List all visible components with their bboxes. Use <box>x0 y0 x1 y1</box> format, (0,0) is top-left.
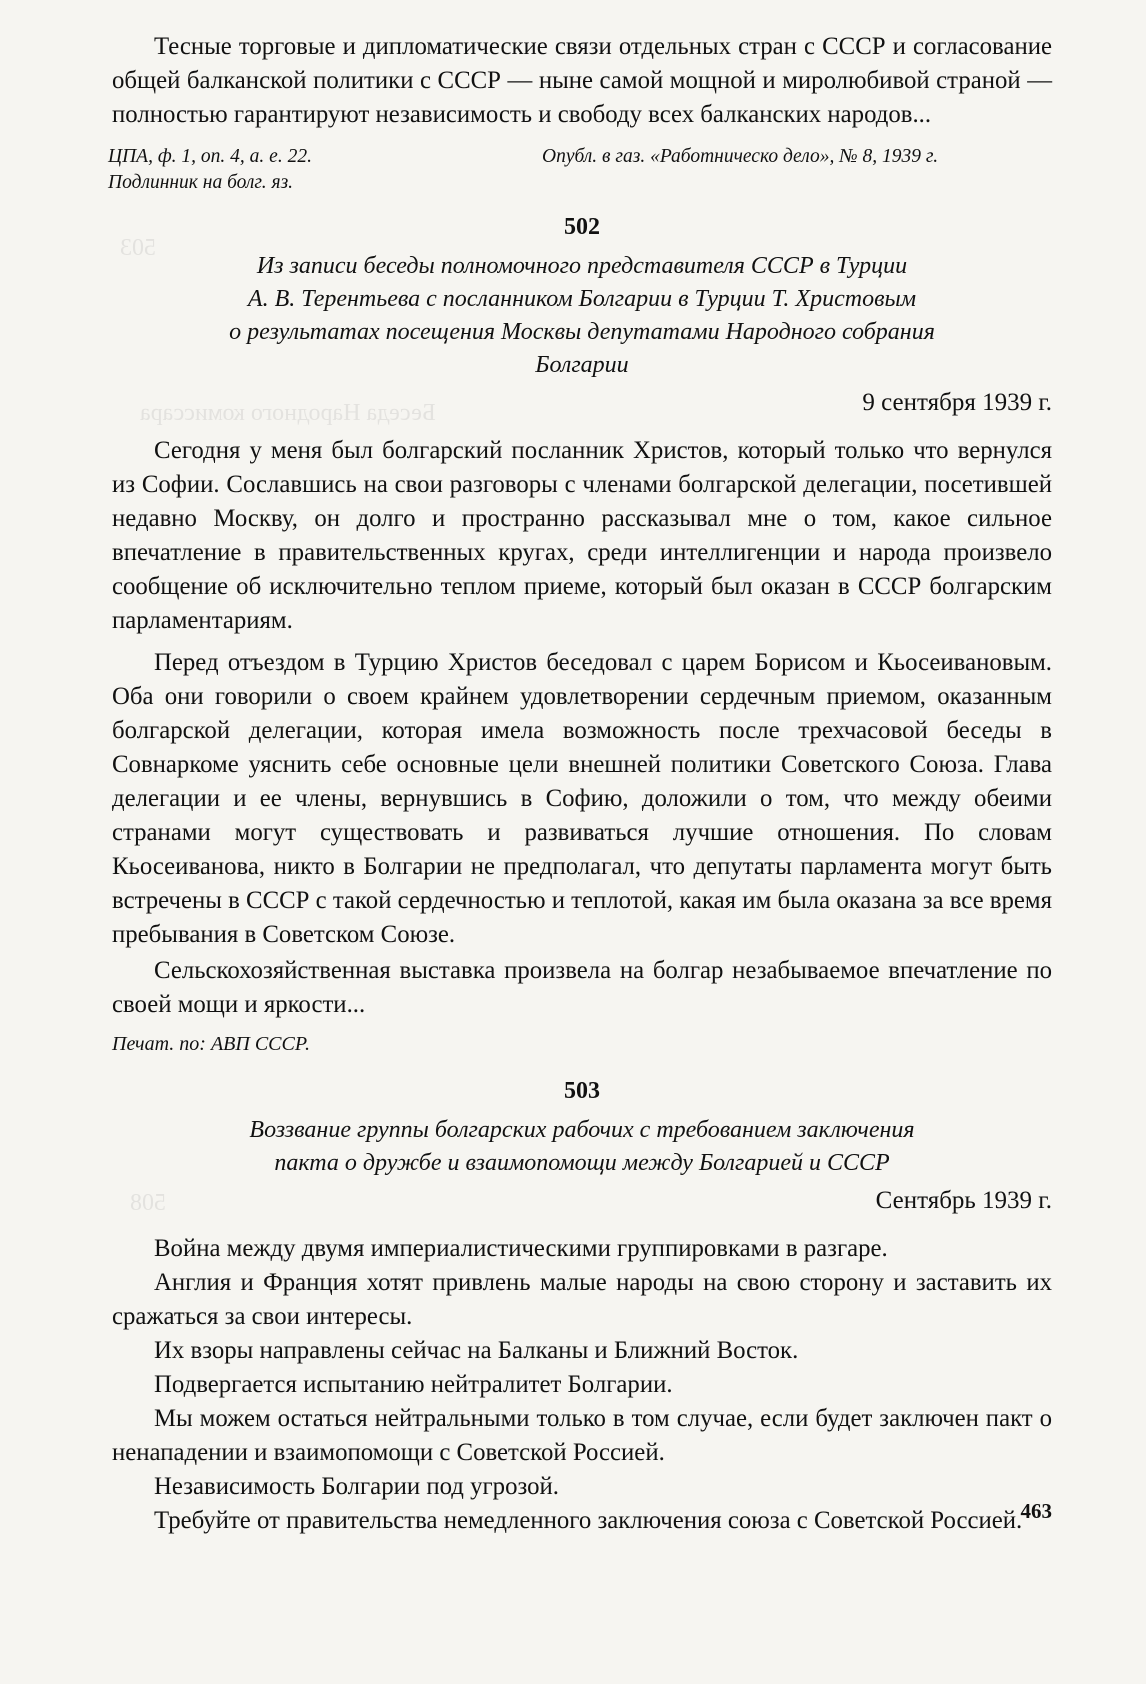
document-heading <box>112 250 1052 382</box>
paragraph: Сельскохозяйственная выставка произвела на болгар незабываемое впечатление по своей мощи и яркости... <box>112 957 1052 1018</box>
paragraph: Война между двумя империалистическими группировками в разгаре. <box>154 1235 888 1262</box>
heading-line: Воззвание группы болгарских рабочих с требованием заключения <box>249 1117 915 1143</box>
paragraph: Требуйте от правительства немедленного заключения союза с Советской Россией. <box>154 1507 1023 1534</box>
paragraph: Перед отъездом в Турцию Христов беседовал с царем Борисом и Кьосеивановым. Оба они говорили о своем крайнем удовлетворении сердечным приемом, оказанным болгарской делегации, которая имела возможность после трехчасовой беседы в Совнаркоме уяснить себе основные цели внешней политики Советского Союза. Глава делегации и ее члены, вернувшись в Софию, доложили о том, что между обеими странами могут существовать и развиваться лучшие отношения. По словам Кьосеиванова, никто в Болгарии не предполагал, что депутаты парламента могут быть встречены в СССР с такой сердечностью и теплотой, какая им была оказана за все время пребывания в Советском Союзе. <box>112 649 1052 948</box>
heading-line: Болгарии <box>535 352 629 378</box>
paragraph: Их взоры направлены сейчас на Балканы и Ближний Восток. <box>154 1337 799 1364</box>
document-date: Сентябрь 1939 г. <box>875 1187 1052 1214</box>
bleed-through: 503 <box>120 235 156 261</box>
paragraph: Мы можем остаться нейтральными только в том случае, если будет заключен пакт о ненападении и взаимопомощи с Советской Россией. <box>112 1405 1052 1466</box>
heading-line: о результатах посещения Москвы депутатами Народного собрания <box>229 319 935 345</box>
document-date: 9 сентября 1939 г. <box>862 389 1052 416</box>
paragraph: Подвергается испытанию нейтралитет Болгарии. <box>154 1371 673 1398</box>
source-note: Печат. по: АВП СССР. <box>112 1033 311 1055</box>
previous-document-tail <box>108 30 1052 196</box>
text-column <box>108 30 1052 1538</box>
closing-paragraph: Тесные торговые и дипломатические связи отдельных стран с СССР и согласование общей балканской политики с СССР — ныне самой мощной и миролюбивой страной — полностью гарантируют независимость и свободу всех балканских народов... <box>112 33 1052 128</box>
publication-reference: Опубл. в газ. «Работническо дело», № 8, 1939 г. <box>542 146 939 167</box>
document-502 <box>112 212 1052 1058</box>
archive-reference: ЦПА, ф. 1, оп. 4, а. е. 22. Подлинник на болг. яз. <box>108 146 312 193</box>
paragraph: Англия и Франция хотят привлень малые народы на свою сторону и заставить их сражаться за свои интересы. <box>112 1269 1052 1330</box>
paragraph: Независимость Болгарии под угрозой. <box>154 1473 559 1500</box>
heading-line: пакта о дружбе и взаимопомощи между Болгарией и СССР <box>274 1150 890 1176</box>
document-number: 503 <box>564 1078 600 1104</box>
document-number: 502 <box>564 214 600 240</box>
paragraph: Сегодня у меня был болгарский посланник Христов, который только что вернулся из Софии. Сославшись на свои разговоры с членами болгарской делегации, посетившей недавно Москву, он долго и пространно рассказывал мне о том, какое сильное впечатление в правительственных кругах, среди интеллигенции и народа произвело сообщение об исключительно теплом приеме, который был оказан в СССР болгарским парламентариям. <box>112 437 1052 634</box>
bleed-through: Беседа Народного комиссара <box>140 400 436 426</box>
source-reference <box>108 144 1052 196</box>
document-heading <box>112 1114 1052 1180</box>
bleed-through: 508 <box>130 1190 166 1216</box>
page-number: 463 <box>1020 1499 1052 1523</box>
document-503 <box>112 1076 1052 1538</box>
heading-line: А. В. Терентьева с посланником Болгарии в Турции Т. Христовым <box>247 286 917 312</box>
heading-line: Из записи беседы полномочного представителя СССР в Турции <box>256 253 908 279</box>
